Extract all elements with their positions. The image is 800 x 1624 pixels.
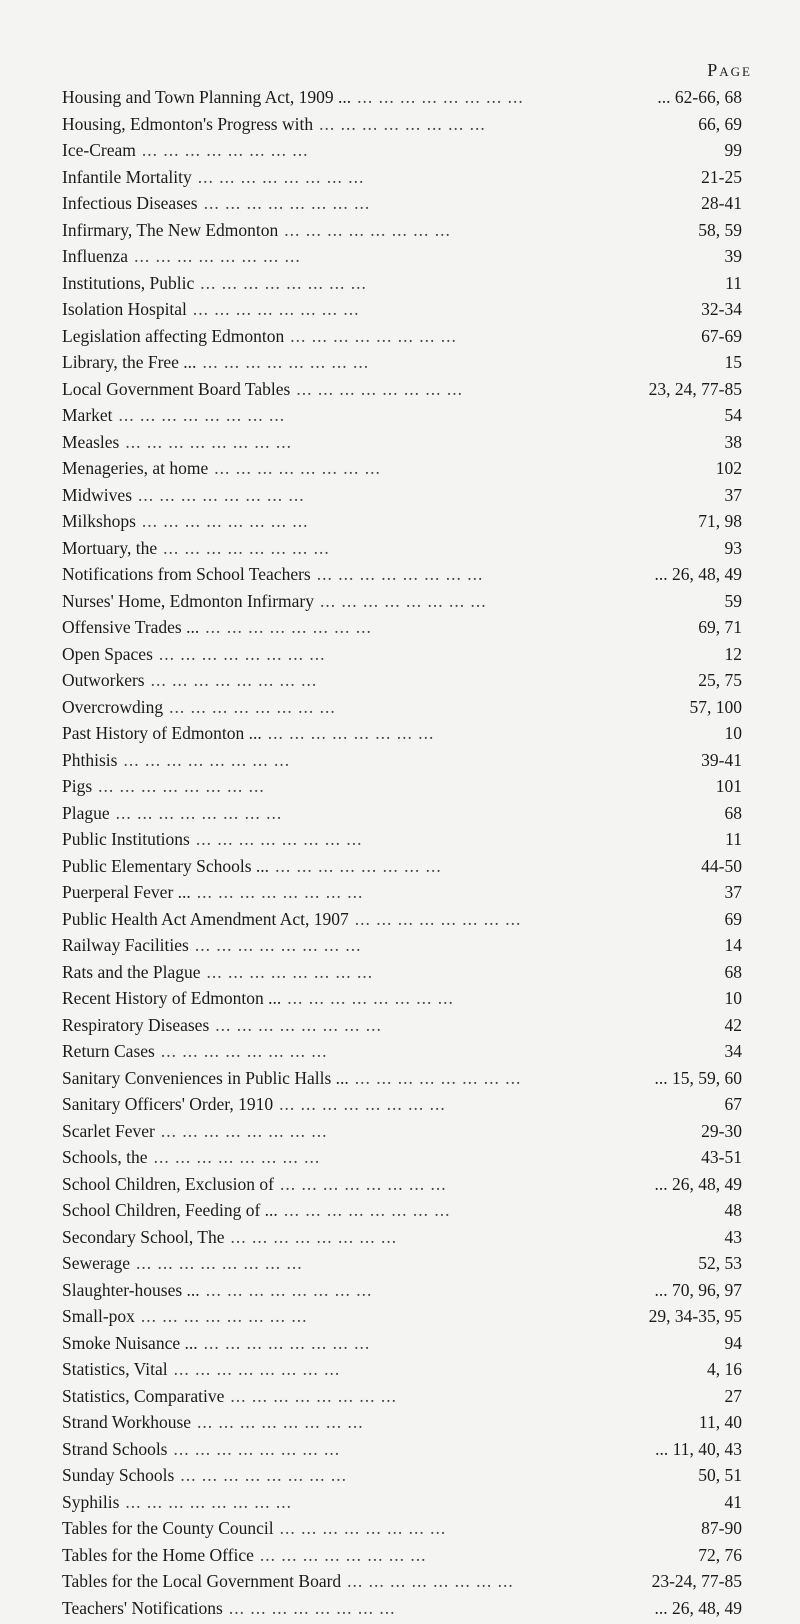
index-pages: 23-24, 77-85 — [646, 1571, 742, 1592]
dot-leader: ... ... ... ... ... ... ... ... — [153, 644, 672, 665]
dot-leader: ... ... ... ... ... ... ... ... — [224, 1386, 672, 1407]
index-entry — [62, 1253, 742, 1280]
index-term: Rats and the Plague — [62, 962, 201, 983]
index-pages: 68 — [672, 962, 742, 983]
dot-leader: ... ... ... ... ... ... ... ... — [196, 352, 672, 373]
index-pages: 44-50 — [672, 856, 742, 877]
index-entry — [62, 1465, 742, 1492]
index-term: Statistics, Comparative — [62, 1386, 224, 1407]
index-pages: 69 — [672, 909, 742, 930]
dot-leader: ... ... ... ... ... ... ... ... — [92, 776, 672, 797]
index-entry — [62, 1359, 742, 1386]
index-pages: 66, 69 — [672, 114, 742, 135]
index-term: Public Institutions — [62, 829, 190, 850]
index-pages: 67 — [672, 1094, 742, 1115]
index-entry — [62, 432, 742, 459]
index-term: Public Elementary Schools ... — [62, 856, 269, 877]
dot-leader: ... ... ... ... ... ... ... ... — [163, 697, 672, 718]
index-entry — [62, 909, 742, 936]
page-column-header: Page — [707, 60, 752, 81]
index-term: Schools, the — [62, 1147, 148, 1168]
index-pages: 94 — [672, 1333, 742, 1354]
dot-leader: ... ... ... ... ... ... ... ... — [194, 273, 672, 294]
index-term: Sewerage — [62, 1253, 130, 1274]
dot-leader: ... ... ... ... ... ... ... ... — [145, 670, 672, 691]
index-term: Notifications from School Teachers — [62, 564, 311, 585]
index-term: Strand Schools — [62, 1439, 168, 1460]
index-term: Nurses' Home, Edmonton Infirmary — [62, 591, 314, 612]
dot-leader: ... ... ... ... ... ... ... ... — [281, 988, 672, 1009]
index-entry — [62, 1571, 742, 1598]
index-pages: 38 — [672, 432, 742, 453]
index-pages: 10 — [672, 723, 742, 744]
dot-leader: ... ... ... ... ... ... ... ... — [174, 1465, 672, 1486]
index-entry — [62, 803, 742, 830]
index-entry — [62, 1015, 742, 1042]
index-term: School Children, Feeding of ... — [62, 1200, 278, 1221]
dot-leader: ... ... ... ... ... ... ... ... — [269, 856, 672, 877]
index-pages: ... 26, 48, 49 — [649, 564, 743, 585]
index-pages: 11, 40 — [672, 1412, 742, 1433]
index-entry — [62, 1200, 742, 1227]
dot-leader: ... ... ... ... ... ... ... ... — [201, 962, 672, 983]
index-entry — [62, 697, 742, 724]
index-term: Syphilis — [62, 1492, 119, 1513]
index-entry — [62, 882, 742, 909]
index-entry — [62, 723, 742, 750]
dot-leader: ... ... ... ... ... ... ... ... — [132, 485, 672, 506]
dot-leader: ... ... ... ... ... ... ... ... — [119, 1492, 672, 1513]
index-entry — [62, 273, 742, 300]
index-term: Housing, Edmonton's Progress with — [62, 114, 313, 135]
index-pages: 72, 76 — [672, 1545, 742, 1566]
index-pages: 71, 98 — [672, 511, 742, 532]
dot-leader: ... ... ... ... ... ... ... ... — [209, 1015, 672, 1036]
index-entry — [62, 1121, 742, 1148]
dot-leader: ... ... ... ... ... ... ... ... — [290, 379, 642, 400]
index-entry — [62, 140, 742, 167]
index-pages: 58, 59 — [672, 220, 742, 241]
index-pages: 4, 16 — [672, 1359, 742, 1380]
index-term: Strand Workhouse — [62, 1412, 191, 1433]
dot-leader: ... ... ... ... ... ... ... ... — [130, 1253, 672, 1274]
index-pages: 57, 100 — [672, 697, 742, 718]
index-term: Library, the Free ... — [62, 352, 196, 373]
index-term: Housing and Town Planning Act, 1909 ... — [62, 87, 351, 108]
index-pages: 23, 24, 77-85 — [643, 379, 742, 400]
index-entry — [62, 167, 742, 194]
index-pages: 15 — [672, 352, 742, 373]
index-term: Ice-Cream — [62, 140, 136, 161]
dot-leader: ... ... ... ... ... ... ... ... — [274, 1174, 649, 1195]
index-entry — [62, 1306, 742, 1333]
index-pages: 43 — [672, 1227, 742, 1248]
index-term: Outworkers — [62, 670, 145, 691]
index-pages: 99 — [672, 140, 742, 161]
index-term: Scarlet Fever — [62, 1121, 155, 1142]
index-term: Overcrowding — [62, 697, 163, 718]
dot-leader: ... ... ... ... ... ... ... ... — [191, 1412, 672, 1433]
index-pages: 25, 75 — [672, 670, 742, 691]
dot-leader: ... ... ... ... ... ... ... ... — [119, 432, 672, 453]
index-term: Open Spaces — [62, 644, 153, 665]
dot-leader: ... ... ... ... ... ... ... ... — [155, 1041, 672, 1062]
index-entry — [62, 1041, 742, 1068]
index-pages: 12 — [672, 644, 742, 665]
dot-leader: ... ... ... ... ... ... ... ... — [148, 1147, 672, 1168]
index-pages: 14 — [672, 935, 742, 956]
index-entry — [62, 1412, 742, 1439]
index-term: Puerperal Fever ... — [62, 882, 191, 903]
index-term: Sanitary Officers' Order, 1910 — [62, 1094, 273, 1115]
index-term: Return Cases — [62, 1041, 155, 1062]
index-term: Mortuary, the — [62, 538, 157, 559]
index-term: Midwives — [62, 485, 132, 506]
index-pages: 39-41 — [672, 750, 742, 771]
index-pages: 42 — [672, 1015, 742, 1036]
index-pages: 10 — [672, 988, 742, 1009]
index-term: Institutions, Public — [62, 273, 194, 294]
index-term: Slaughter-houses ... — [62, 1280, 200, 1301]
dot-leader: ... ... ... ... ... ... ... ... — [223, 1598, 649, 1619]
index-entry — [62, 1147, 742, 1174]
dot-leader: ... ... ... ... ... ... ... ... — [187, 299, 672, 320]
dot-leader: ... ... ... ... ... ... ... ... — [128, 246, 672, 267]
index-entry — [62, 591, 742, 618]
index-entry — [62, 114, 742, 141]
index-term: Offensive Trades ... — [62, 617, 199, 638]
index-entry — [62, 405, 742, 432]
dot-leader: ... ... ... ... ... ... ... ... — [192, 167, 672, 188]
dot-leader: ... ... ... ... ... ... ... ... — [208, 458, 672, 479]
index-entry — [62, 1333, 742, 1360]
index-pages: 101 — [672, 776, 742, 797]
index-pages: 43-51 — [672, 1147, 742, 1168]
index-term: Menageries, at home — [62, 458, 208, 479]
dot-leader: ... ... ... ... ... ... ... ... — [198, 1333, 672, 1354]
index-entry — [62, 511, 742, 538]
index-term: Railway Facilities — [62, 935, 189, 956]
dot-leader: ... ... ... ... ... ... ... ... — [199, 617, 672, 638]
index-term: Market — [62, 405, 113, 426]
index-pages: 41 — [672, 1492, 742, 1513]
dot-leader: ... ... ... ... ... ... ... ... — [311, 564, 649, 585]
index-pages: 21-25 — [672, 167, 742, 188]
dot-leader: ... ... ... ... ... ... ... ... — [274, 1518, 672, 1539]
index-pages: ... 11, 40, 43 — [649, 1439, 742, 1460]
dot-leader: ... ... ... ... ... ... ... ... — [157, 538, 672, 559]
dot-leader: ... ... ... ... ... ... ... ... — [135, 1306, 643, 1327]
index-term: Sanitary Conveniences in Public Halls ... — [62, 1068, 349, 1089]
dot-leader: ... ... ... ... ... ... ... ... — [155, 1121, 672, 1142]
dot-leader: ... ... ... ... ... ... ... ... — [314, 591, 672, 612]
index-term: Measles — [62, 432, 119, 453]
dot-leader: ... ... ... ... ... ... ... ... — [200, 1280, 649, 1301]
index-pages: 37 — [672, 485, 742, 506]
index-term: Milkshops — [62, 511, 136, 532]
index-pages: 69, 71 — [672, 617, 742, 638]
index-pages: 102 — [672, 458, 742, 479]
index-pages: 11 — [672, 829, 742, 850]
index-entry — [62, 935, 742, 962]
index-entry — [62, 1386, 742, 1413]
index-term: Legislation affecting Edmonton — [62, 326, 284, 347]
index-entry — [62, 644, 742, 671]
dot-leader: ... ... ... ... ... ... ... ... — [168, 1359, 672, 1380]
index-entry — [62, 1545, 742, 1572]
dot-leader: ... ... ... ... ... ... ... ... — [313, 114, 672, 135]
index-term: Infirmary, The New Edmonton — [62, 220, 278, 241]
index-entry — [62, 962, 742, 989]
index-pages: 52, 53 — [672, 1253, 742, 1274]
index-entry — [62, 1068, 742, 1095]
index-term: Teachers' Notifications — [62, 1598, 223, 1619]
index-term: Tables for the County Council — [62, 1518, 274, 1539]
index-term: Phthisis — [62, 750, 117, 771]
index-pages: ... 70, 96, 97 — [649, 1280, 743, 1301]
index-term: Respiratory Diseases — [62, 1015, 209, 1036]
index-entry — [62, 670, 742, 697]
index-entry — [62, 1280, 742, 1307]
dot-leader: ... ... ... ... ... ... ... ... — [341, 1571, 645, 1592]
index-term: Smoke Nuisance ... — [62, 1333, 198, 1354]
index-pages: 68 — [672, 803, 742, 824]
dot-leader: ... ... ... ... ... ... ... ... — [110, 803, 672, 824]
index-pages: ... 15, 59, 60 — [649, 1068, 743, 1089]
index-entry — [62, 246, 742, 273]
index-pages: 39 — [672, 246, 742, 267]
index-pages: 37 — [672, 882, 742, 903]
dot-leader: ... ... ... ... ... ... ... ... — [284, 326, 672, 347]
index-entry — [62, 299, 742, 326]
index-term: Plague — [62, 803, 110, 824]
index-term: Secondary School, The — [62, 1227, 225, 1248]
index-pages: 67-69 — [672, 326, 742, 347]
index-term: Local Government Board Tables — [62, 379, 290, 400]
index-pages: 11 — [672, 273, 742, 294]
index-entry — [62, 379, 742, 406]
index-entry — [62, 856, 742, 883]
index-term: School Children, Exclusion of — [62, 1174, 274, 1195]
index-entry — [62, 750, 742, 777]
index-pages: ... 26, 48, 49 — [649, 1174, 743, 1195]
index-entry — [62, 1174, 742, 1201]
index-pages: ... 26, 48, 49 — [649, 1598, 743, 1619]
index-term: Pigs — [62, 776, 92, 797]
dot-leader: ... ... ... ... ... ... ... ... — [190, 829, 672, 850]
dot-leader: ... ... ... ... ... ... ... ... — [349, 1068, 649, 1089]
dot-leader: ... ... ... ... ... ... ... ... — [278, 220, 672, 241]
index-entry — [62, 988, 742, 1015]
dot-leader: ... ... ... ... ... ... ... ... — [189, 935, 672, 956]
index-entry — [62, 564, 742, 591]
dot-leader: ... ... ... ... ... ... ... ... — [136, 511, 672, 532]
index-entry — [62, 1518, 742, 1545]
index-pages: 34 — [672, 1041, 742, 1062]
dot-leader: ... ... ... ... ... ... ... ... — [136, 140, 672, 161]
dot-leader: ... ... ... ... ... ... ... ... — [278, 1200, 672, 1221]
index-entry — [62, 617, 742, 644]
index-term: Isolation Hospital — [62, 299, 187, 320]
index-term: Tables for the Home Office — [62, 1545, 254, 1566]
index-term: Influenza — [62, 246, 128, 267]
index-entry — [62, 538, 742, 565]
index-entry — [62, 326, 742, 353]
dot-leader: ... ... ... ... ... ... ... ... — [273, 1094, 672, 1115]
index-pages: 29, 34-35, 95 — [643, 1306, 742, 1327]
index-term: Small-pox — [62, 1306, 135, 1327]
index-term: Infantile Mortality — [62, 167, 192, 188]
dot-leader: ... ... ... ... ... ... ... ... — [198, 193, 672, 214]
index-entry — [62, 220, 742, 247]
index-entry — [62, 1598, 742, 1624]
index-pages: 87-90 — [672, 1518, 742, 1539]
index-entry — [62, 1492, 742, 1519]
index-entry — [62, 829, 742, 856]
dot-leader: ... ... ... ... ... ... ... ... — [225, 1227, 673, 1248]
index-pages: 59 — [672, 591, 742, 612]
dot-leader: ... ... ... ... ... ... ... ... — [113, 405, 672, 426]
index-pages: 28-41 — [672, 193, 742, 214]
index-term: Tables for the Local Government Board — [62, 1571, 341, 1592]
index-term: Recent History of Edmonton ... — [62, 988, 281, 1009]
dot-leader: ... ... ... ... ... ... ... ... — [168, 1439, 650, 1460]
dot-leader: ... ... ... ... ... ... ... ... — [191, 882, 672, 903]
dot-leader: ... ... ... ... ... ... ... ... — [351, 87, 651, 108]
index-pages: ... 62-66, 68 — [651, 87, 742, 108]
index-entry — [62, 1439, 742, 1466]
dot-leader: ... ... ... ... ... ... ... ... — [349, 909, 672, 930]
dot-leader: ... ... ... ... ... ... ... ... — [117, 750, 672, 771]
index-term: Statistics, Vital — [62, 1359, 168, 1380]
dot-leader: ... ... ... ... ... ... ... ... — [262, 723, 672, 744]
index-pages: 50, 51 — [672, 1465, 742, 1486]
index-pages: 29-30 — [672, 1121, 742, 1142]
index-pages: 93 — [672, 538, 742, 559]
index-pages: 27 — [672, 1386, 742, 1407]
index-pages: 48 — [672, 1200, 742, 1221]
index-term: Sunday Schools — [62, 1465, 174, 1486]
index-list — [62, 87, 742, 1624]
index-term: Past History of Edmonton ... — [62, 723, 262, 744]
dot-leader: ... ... ... ... ... ... ... ... — [254, 1545, 672, 1566]
index-pages: 54 — [672, 405, 742, 426]
index-entry — [62, 87, 742, 114]
index-entry — [62, 1227, 742, 1254]
index-entry — [62, 458, 742, 485]
index-term: Infectious Diseases — [62, 193, 198, 214]
index-entry — [62, 776, 742, 803]
index-entry — [62, 193, 742, 220]
index-entry — [62, 485, 742, 512]
index-term: Public Health Act Amendment Act, 1907 — [62, 909, 349, 930]
index-entry — [62, 1094, 742, 1121]
index-entry — [62, 352, 742, 379]
index-pages: 32-34 — [672, 299, 742, 320]
